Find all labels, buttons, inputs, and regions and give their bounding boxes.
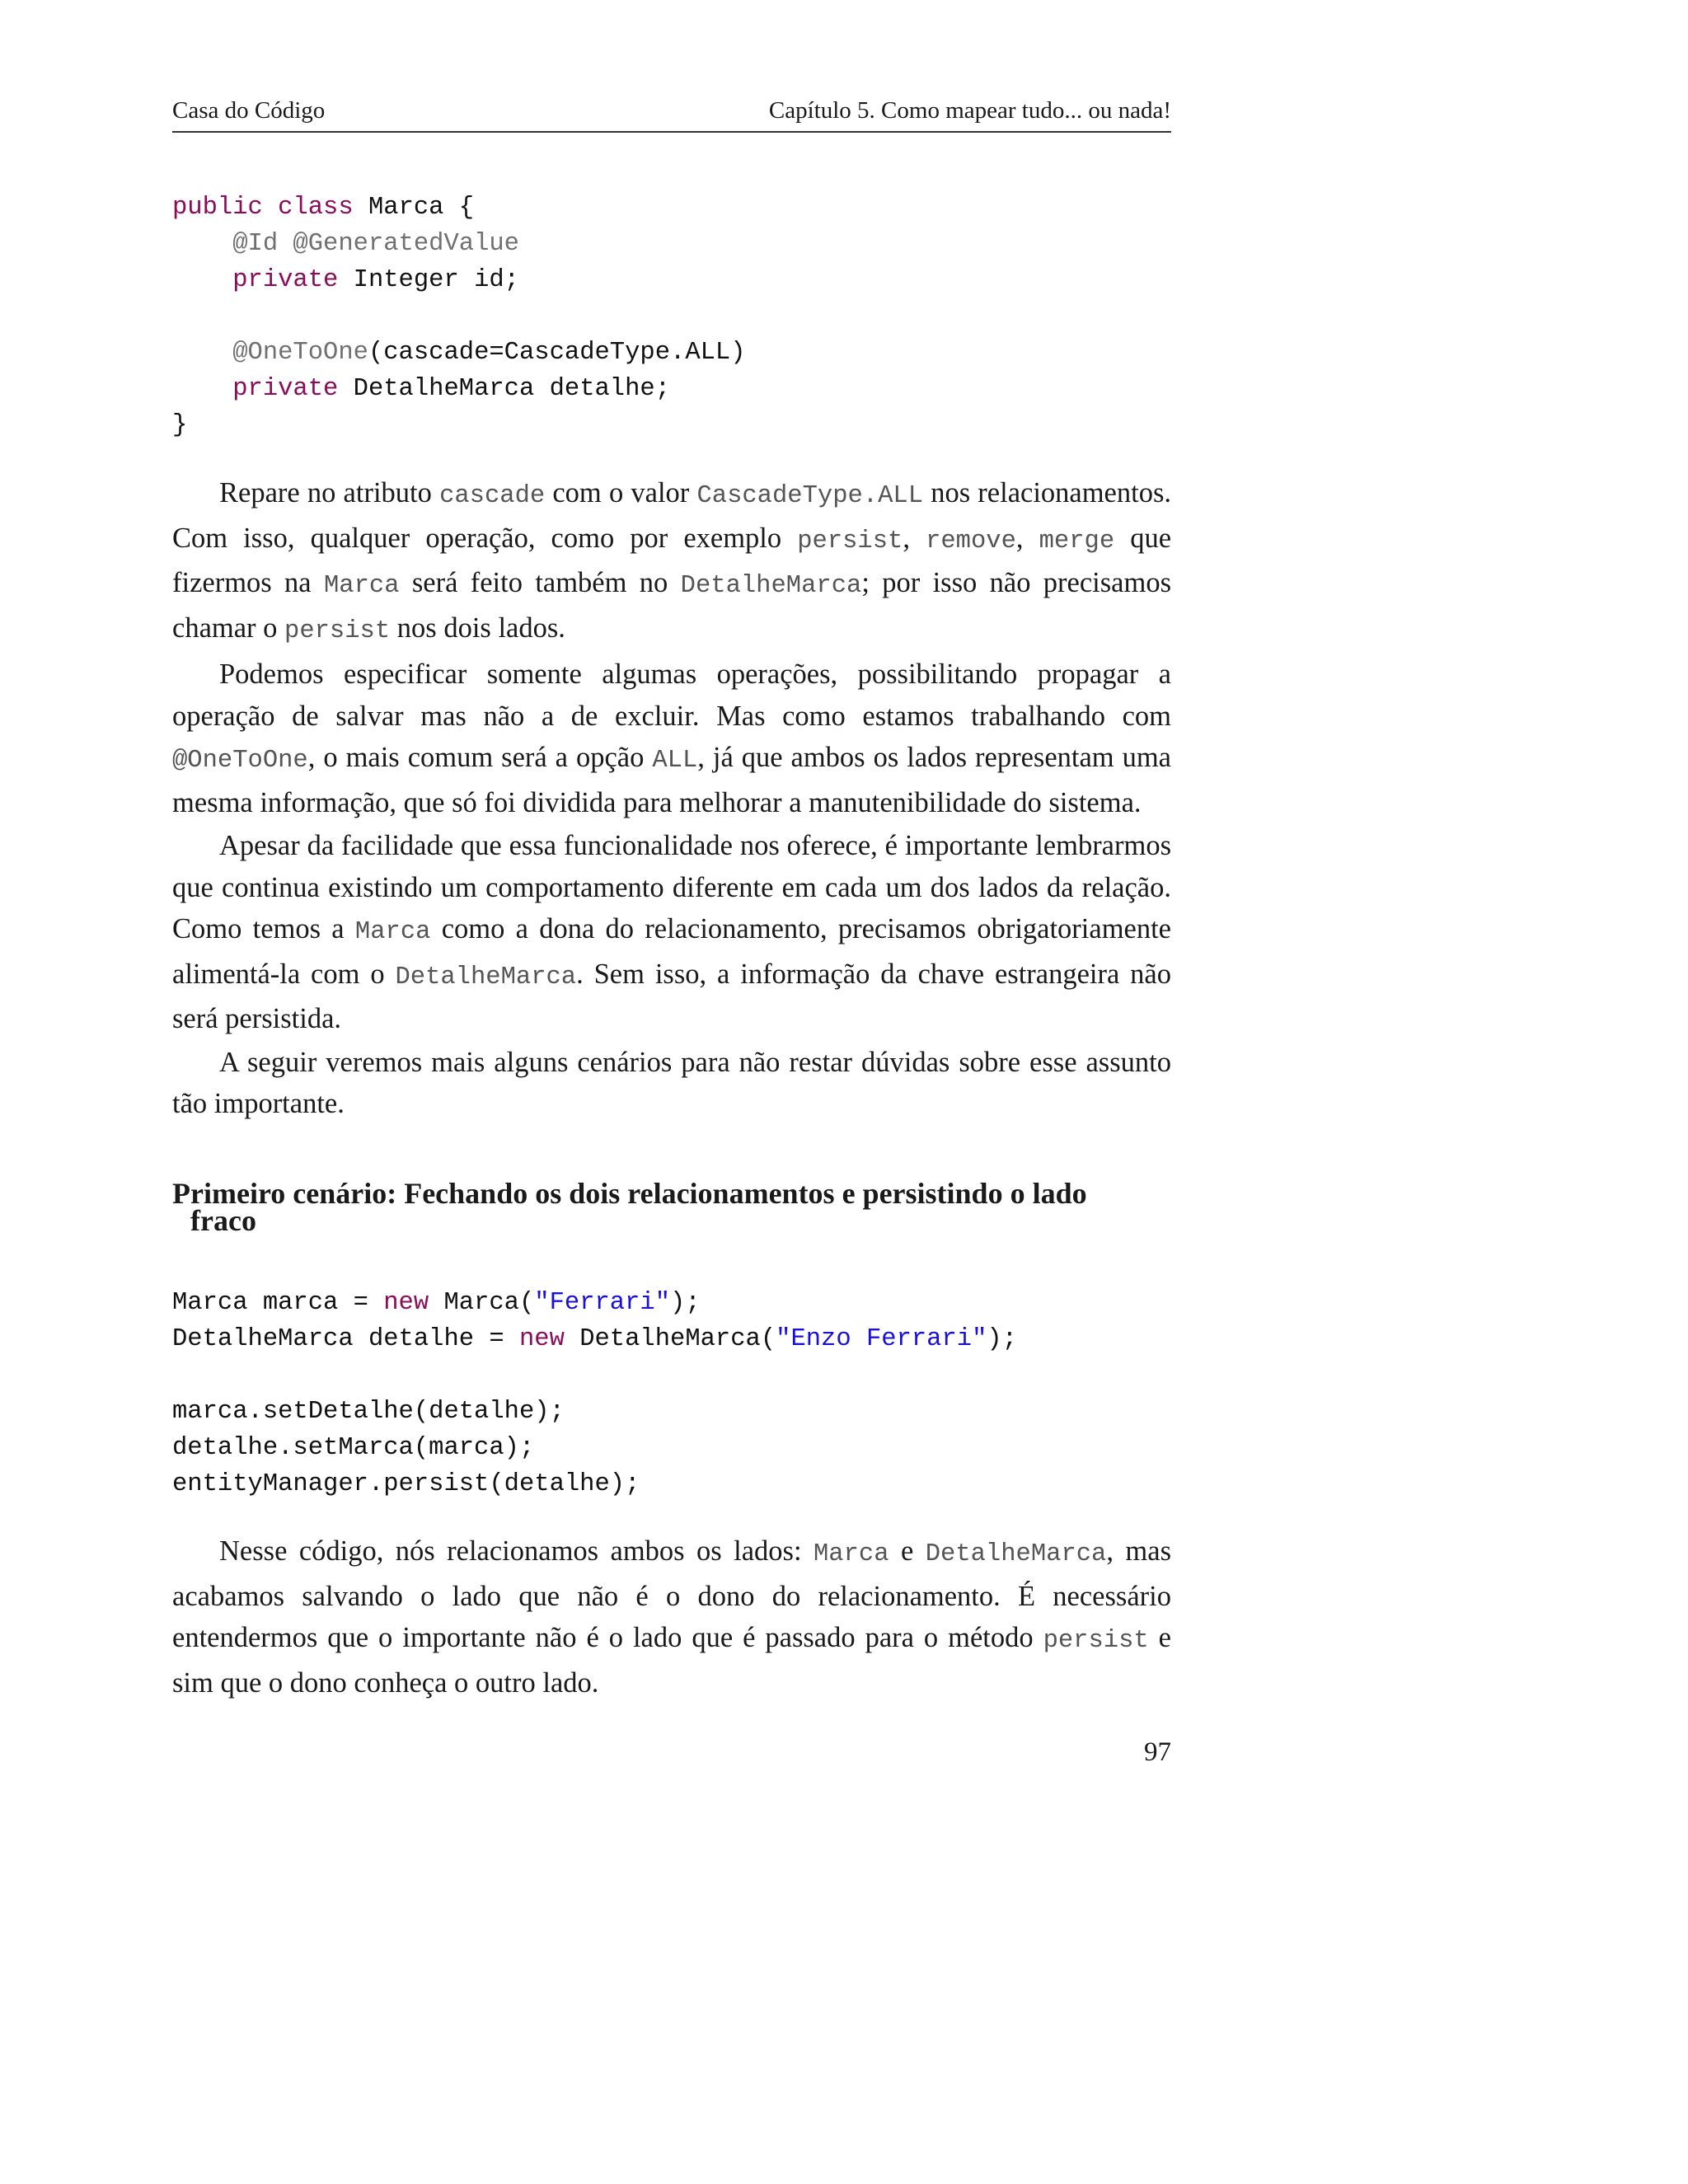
text-run: será feito também no <box>399 567 681 598</box>
code-line <box>172 371 746 407</box>
code-line <box>172 262 746 298</box>
code-text: DetalheMarca detalhe = <box>172 1325 519 1353</box>
text-run: , <box>1015 522 1039 554</box>
text-run: com o valor <box>545 477 697 509</box>
body-text-1 <box>172 472 1171 1125</box>
chapter-title: Capítulo 5. Como mapear tudo... ou nada! <box>768 97 1171 124</box>
code-string: "Enzo Ferrari" <box>776 1325 987 1353</box>
code-keyword: new <box>518 1325 565 1353</box>
text-run: , o mais comum será a opção <box>307 742 653 773</box>
code-line <box>172 226 746 262</box>
code-line-empty <box>172 1357 1017 1394</box>
code-text: Marca( <box>429 1289 535 1317</box>
text-run: ; por isso não precisamos chamar o <box>172 567 1172 644</box>
inline-code: Marca <box>323 572 400 600</box>
code-text: Marca marca = <box>172 1289 384 1317</box>
text-run: e sim que o dono conheça o outro lado. <box>172 1622 1171 1699</box>
inline-code: DetalheMarca <box>395 963 577 991</box>
text-run: e <box>889 1535 926 1567</box>
text-run: nos relacionamentos. Com isso, qualquer operação, como por exemplo <box>172 477 1172 554</box>
paragraph-cascade <box>172 472 1171 652</box>
inline-code: persist <box>797 527 903 555</box>
code-keyword: private <box>232 266 339 294</box>
code-line <box>172 1394 1017 1430</box>
code-keyword: class <box>278 194 354 222</box>
code-keyword: private <box>232 375 339 403</box>
book-title: Casa do Código <box>172 97 326 124</box>
text-run: , já que ambos os lados representam uma mesma informação, que só foi dividida para melhorar a manutenibilidade do sistema. <box>172 742 1171 818</box>
inline-code: Marca <box>814 1540 889 1568</box>
code-text: detalhe.setMarca(marca); <box>172 1434 535 1462</box>
text-run: Podemos especificar somente algumas operações, possibilitando propagar a operação de salvar mas não a de excluir. Mas como estamos trabalhando com <box>172 658 1171 732</box>
inline-code: DetalheMarca <box>925 1540 1107 1568</box>
text-run: Repare no atributo <box>219 477 440 509</box>
code-text: } <box>172 411 188 439</box>
code-keyword: public <box>172 194 263 222</box>
code-line <box>172 1321 1017 1357</box>
text-run: , mas acabamos salvando o lado que não é o dono do relacionamento. É necessário entendermos que o importante não é o lado que é passado para o método <box>172 1535 1171 1653</box>
code-text: ); <box>987 1325 1017 1353</box>
paragraph-next-scenarios <box>172 1042 1171 1125</box>
inline-code: DetalheMarca <box>680 572 862 600</box>
code-line <box>172 335 746 371</box>
paragraph-explanation <box>172 1530 1171 1704</box>
code-text: entityManager.persist(detalhe); <box>172 1470 640 1498</box>
code-annotation: @Id @GeneratedValue <box>232 230 519 258</box>
paragraph-operations <box>172 654 1171 823</box>
code-annotation: @OneToOne <box>232 339 368 367</box>
inline-code: ALL <box>652 747 698 775</box>
body-text-2 <box>172 1530 1171 1704</box>
code-block-marca-class <box>172 190 746 443</box>
text-run: , <box>903 522 926 554</box>
inline-code: cascade <box>439 482 546 510</box>
text-run: como a dona do relacionamento, precisamos obrigatoriamente alimentá-la com o <box>172 913 1171 990</box>
section-heading-line: Primeiro cenário: Fechando os dois relacionamentos e persistindo o lado <box>172 1177 1087 1210</box>
code-text: Marca { <box>353 194 475 222</box>
paragraph-owner <box>172 825 1171 1040</box>
code-text: marca.setDetalhe(detalhe); <box>172 1398 565 1426</box>
code-text: DetalheMarca( <box>564 1325 776 1353</box>
code-line <box>172 1430 1017 1466</box>
code-line <box>172 1285 1017 1321</box>
text-run: que fizermos na <box>172 522 1172 598</box>
section-heading <box>172 1177 1171 1237</box>
inline-code: remove <box>926 527 1016 555</box>
code-line-empty <box>172 298 746 335</box>
inline-code: @OneToOne <box>172 747 308 775</box>
code-text: Integer id; <box>338 266 519 294</box>
text-run: nos dois lados. <box>390 612 565 644</box>
code-text: DetalheMarca detalhe; <box>338 375 671 403</box>
text-run: A seguir veremos mais alguns cenários para não restar dúvidas sobre esse assunto tão importante. <box>172 1046 1171 1119</box>
code-text: (cascade=CascadeType.ALL) <box>368 339 746 367</box>
code-string: "Ferrari" <box>534 1289 671 1317</box>
running-header <box>172 97 1171 133</box>
code-keyword: new <box>383 1289 429 1317</box>
text-run: Nesse código, nós relacionamos ambos os lados: <box>219 1535 814 1567</box>
code-block-persist-example <box>172 1285 1017 1502</box>
code-text: ); <box>670 1289 701 1317</box>
page-number: 97 <box>1144 1737 1171 1767</box>
text-run: . Sem isso, a informação da chave estrangeira não será persistida. <box>172 958 1171 1034</box>
section-heading-line: fraco <box>190 1204 256 1237</box>
inline-code: merge <box>1039 527 1115 555</box>
text-run: Apesar da facilidade que essa funcionalidade nos oferece, é importante lembrarmos que continua existindo um comportamento diferente em cada um dos lados da relação. Como temos a <box>172 830 1171 944</box>
inline-code: CascadeType.ALL <box>696 482 924 510</box>
code-line <box>172 190 746 226</box>
inline-code: Marca <box>354 918 431 946</box>
code-line <box>172 1466 1017 1502</box>
inline-code: persist <box>284 616 391 645</box>
code-line <box>172 407 746 443</box>
inline-code: persist <box>1043 1627 1149 1655</box>
